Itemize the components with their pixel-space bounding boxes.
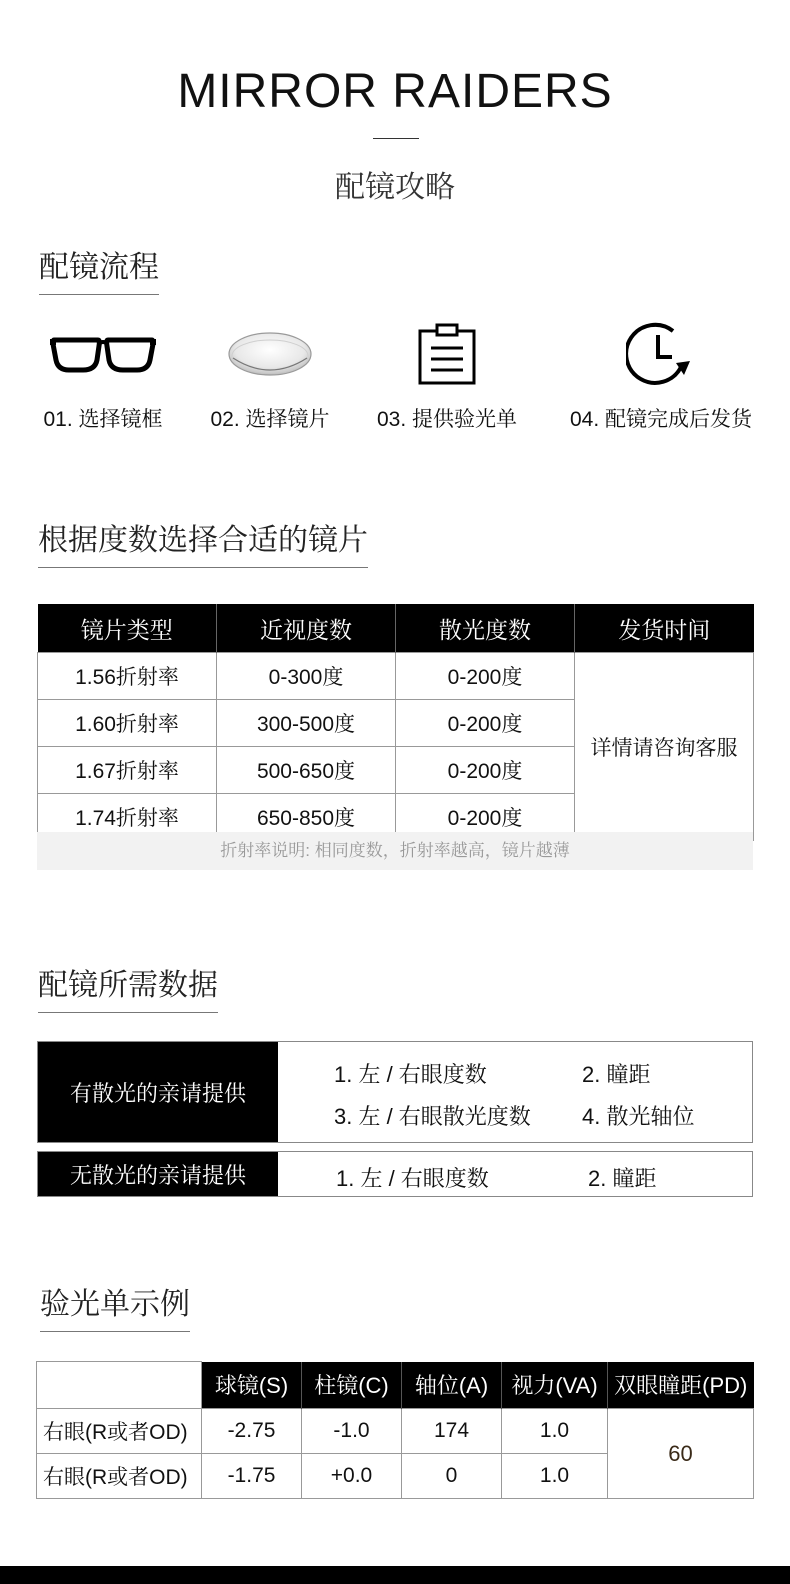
sphere-cell: -2.75 (202, 1409, 302, 1454)
shipping-cell: 详情请咨询客服 (575, 653, 754, 841)
requirement-item: 2. 瞳距 (582, 1062, 651, 1087)
title-divider (373, 138, 419, 139)
column-header: 镜片类型 (38, 604, 217, 653)
eye-label-cell: 右眼(R或者OD) (37, 1409, 202, 1454)
column-header: 柱镜(C) (302, 1362, 402, 1409)
astigmatism-cell: 0-200度 (396, 653, 575, 700)
page-title: MIRROR RAIDERS (177, 65, 613, 118)
requirement-item: 2. 瞳距 (588, 1166, 657, 1191)
column-header: 视力(VA) (502, 1362, 608, 1409)
requirement-item: 3. 左 / 右眼散光度数 (334, 1104, 531, 1129)
astigmatism-items (278, 1042, 752, 1142)
axis-cell: 174 (402, 1409, 502, 1454)
column-header: 双眼瞳距(PD) (608, 1362, 754, 1409)
lens-table (37, 604, 754, 841)
refraction-note: 折射率说明: 相同度数，折射率越高，镜片越薄 (37, 832, 753, 870)
process-section-title: 配镜流程 (39, 242, 159, 295)
sphere-cell: -1.75 (202, 1454, 302, 1499)
myopia-cell: 500-650度 (217, 747, 396, 794)
table-row (38, 653, 754, 700)
table-header-row (37, 1362, 754, 1409)
astigmatism-requirements (37, 1041, 753, 1143)
table-row (37, 1409, 754, 1454)
lens-type-cell: 1.60折射率 (38, 700, 217, 747)
column-header: 散光度数 (396, 604, 575, 653)
no-astigmatism-requirements (37, 1151, 753, 1197)
column-header: 发货时间 (575, 604, 754, 653)
requirement-item: 1. 左 / 右眼度数 (336, 1166, 489, 1191)
step-select-frame (13, 318, 193, 448)
myopia-cell: 0-300度 (217, 653, 396, 700)
cylinder-cell: -1.0 (302, 1409, 402, 1454)
clock-icon (566, 318, 756, 390)
myopia-cell: 300-500度 (217, 700, 396, 747)
bottom-bar (0, 1566, 790, 1584)
requirement-item: 4. 散光轴位 (582, 1104, 695, 1129)
lens-icon (180, 318, 360, 390)
step-provide-prescription (357, 318, 537, 448)
step-select-lens (180, 318, 360, 448)
cylinder-cell: +0.0 (302, 1454, 402, 1499)
column-header: 近视度数 (217, 604, 396, 653)
required-section-title: 配镜所需数据 (38, 960, 218, 1013)
page-subtitle: 配镜攻略 (335, 171, 455, 204)
step-label: 04. 配镜完成后发货 (569, 408, 753, 431)
pupil-distance-cell: 60 (608, 1409, 754, 1499)
requirement-item: 1. 左 / 右眼度数 (334, 1062, 487, 1087)
table-header-row (38, 604, 754, 653)
lens-type-cell: 1.67折射率 (38, 747, 217, 794)
no-astigmatism-items (278, 1152, 752, 1196)
clipboard-icon (357, 318, 537, 390)
prescription-table (36, 1361, 754, 1499)
astigmatism-cell: 0-200度 (396, 794, 575, 841)
step-label: 02. 选择镜片 (210, 408, 330, 431)
column-header: 轴位(A) (402, 1362, 502, 1409)
lens-type-cell: 1.74折射率 (38, 794, 217, 841)
no-astigmatism-label: 无散光的亲请提供 (38, 1152, 278, 1196)
astigmatism-cell: 0-200度 (396, 747, 575, 794)
eye-label-cell: 右眼(R或者OD) (37, 1454, 202, 1499)
glasses-icon (13, 318, 193, 390)
acuity-cell: 1.0 (502, 1409, 608, 1454)
step-label: 01. 选择镜框 (43, 408, 163, 431)
myopia-cell: 650-850度 (217, 794, 396, 841)
prescription-section-title: 验光单示例 (40, 1279, 190, 1332)
axis-cell: 0 (402, 1454, 502, 1499)
column-header (37, 1362, 202, 1409)
astigmatism-cell: 0-200度 (396, 700, 575, 747)
column-header: 球镜(S) (202, 1362, 302, 1409)
step-ship (566, 318, 756, 448)
lens-type-cell: 1.56折射率 (38, 653, 217, 700)
step-label: 03. 提供验光单 (376, 408, 518, 431)
astigmatism-label: 有散光的亲请提供 (38, 1042, 278, 1142)
lens-section-title: 根据度数选择合适的镜片 (38, 515, 368, 568)
acuity-cell: 1.0 (502, 1454, 608, 1499)
